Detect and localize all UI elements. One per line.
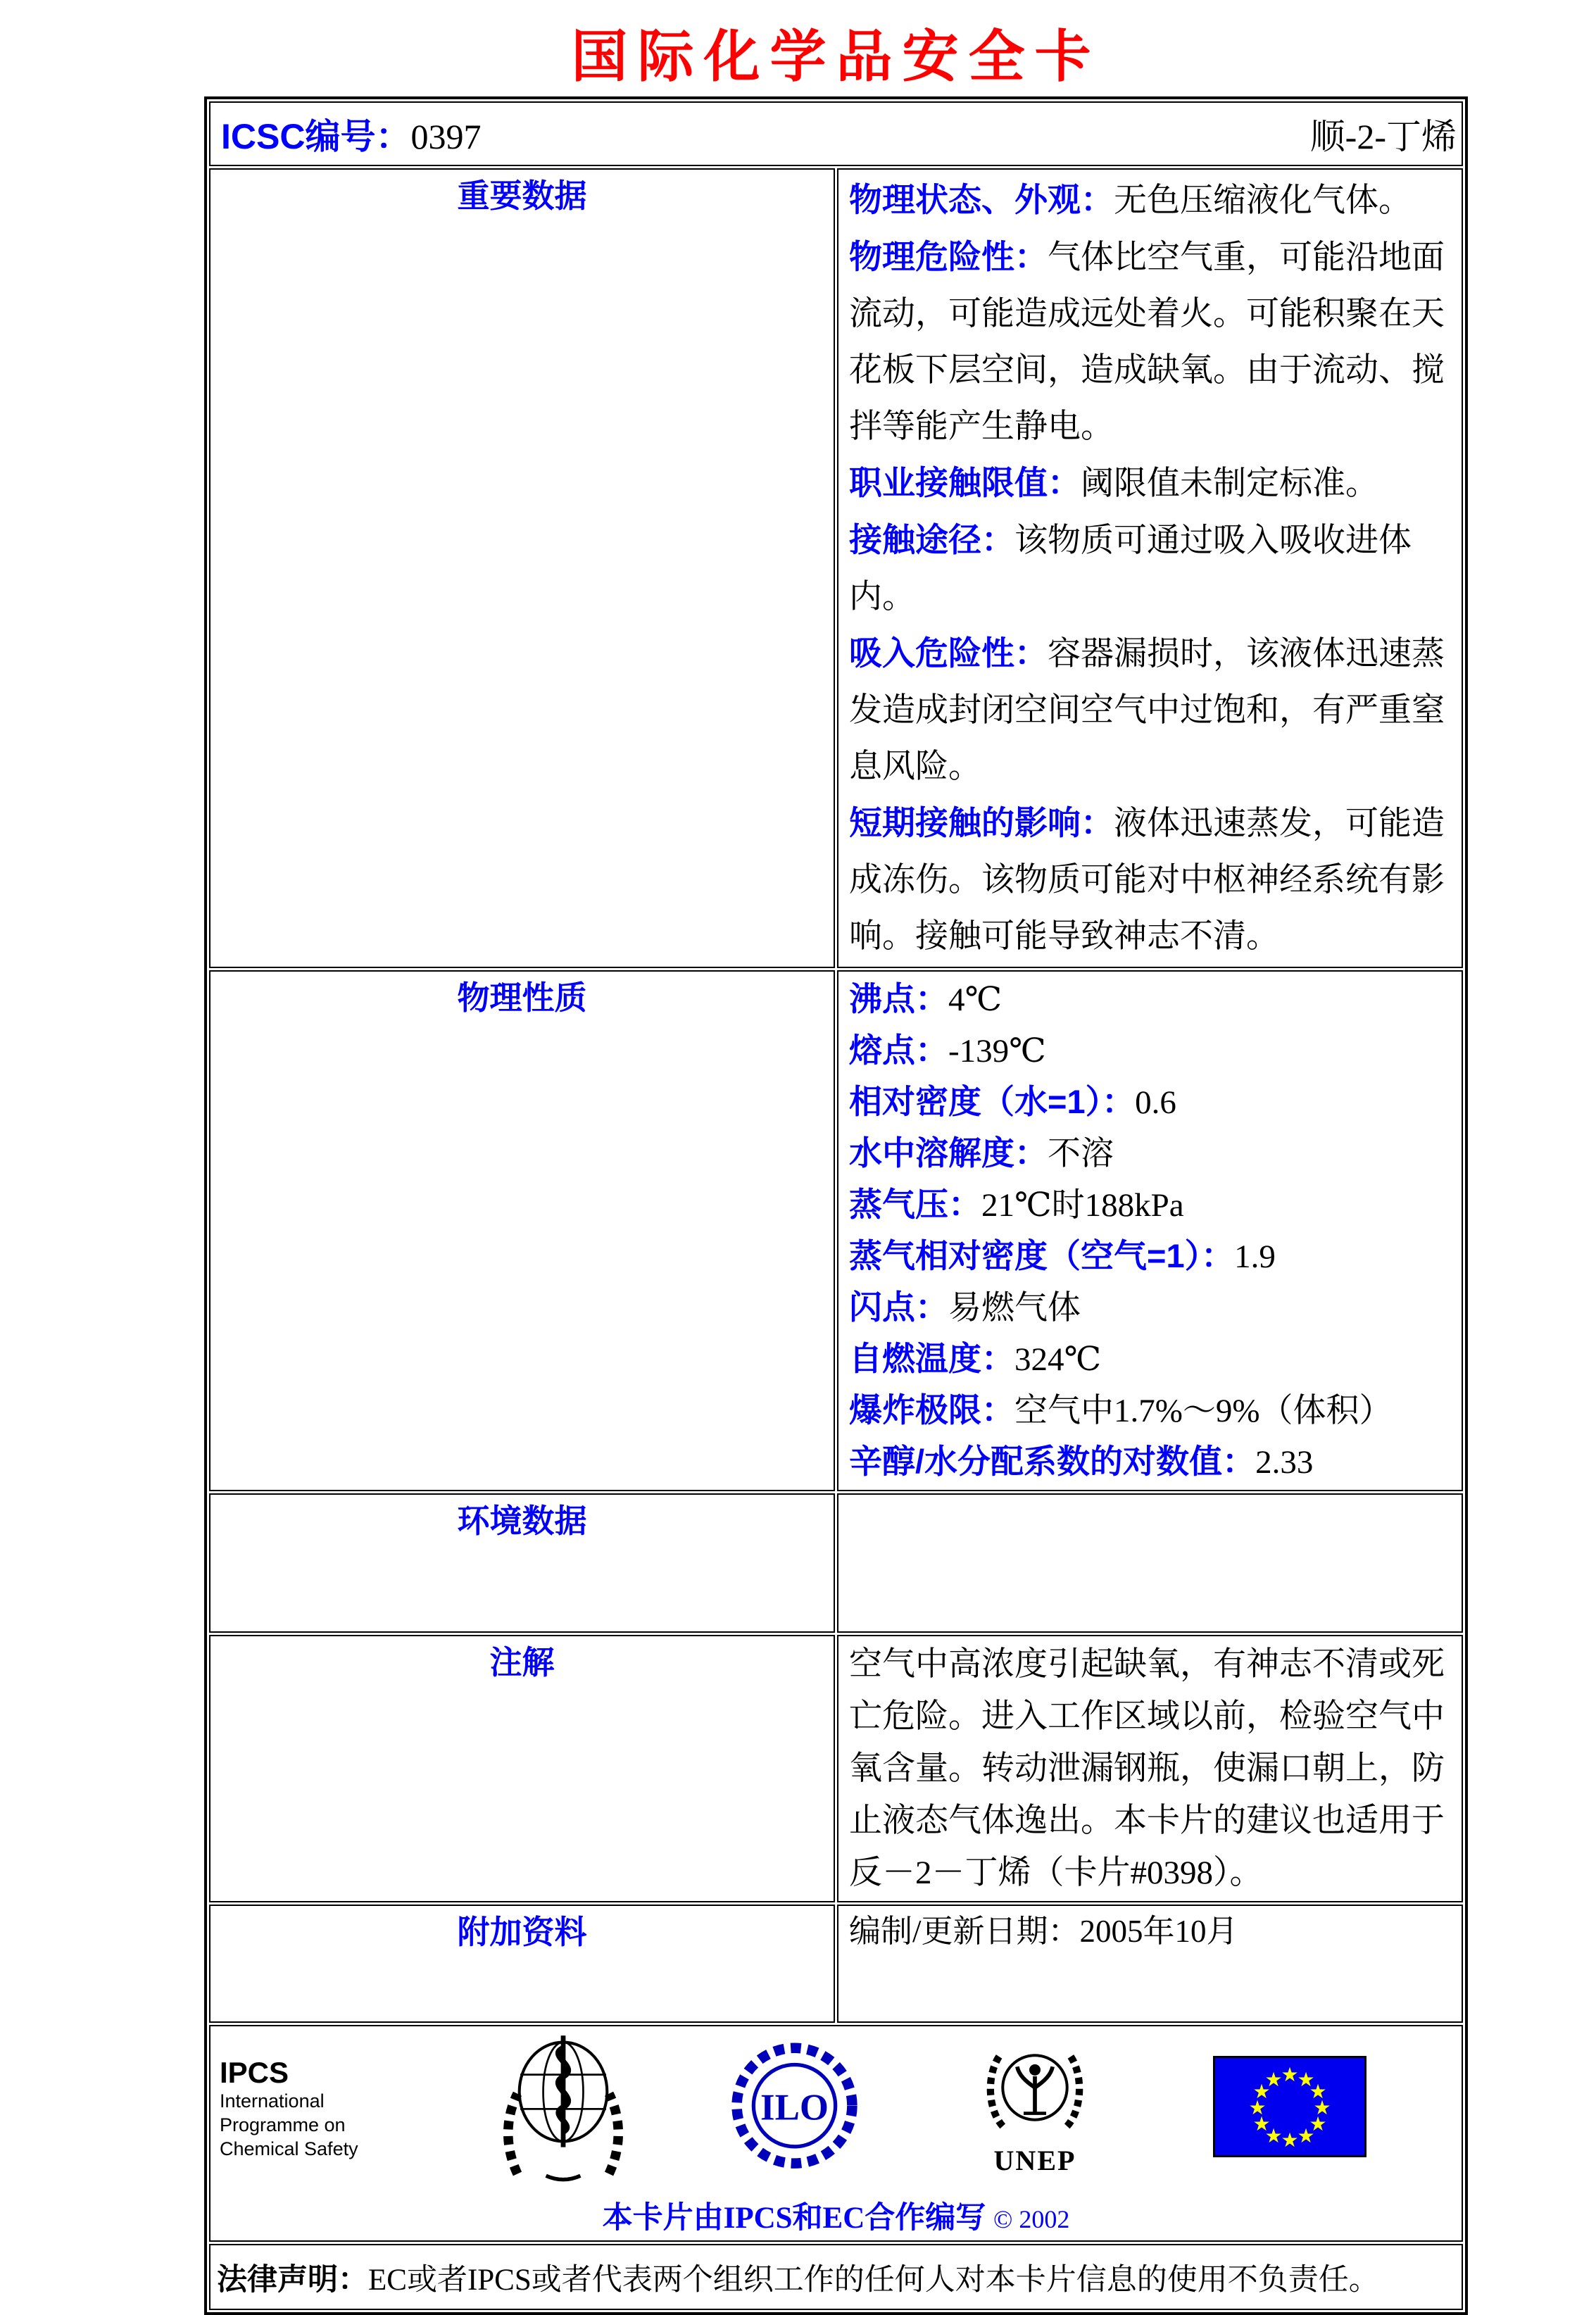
svg-text:★: ★ (1264, 2124, 1283, 2147)
card-header (211, 103, 1461, 164)
physical-properties-content (839, 972, 1461, 1489)
property-line: 沸点：4℃ (849, 980, 1003, 1018)
additional-info-label-cell (209, 1905, 835, 2023)
additional-info-content-cell (837, 1905, 1463, 2023)
notes-row (209, 1635, 1463, 1902)
property-line: 辛醇/水分配系数的对数值：2.33 (849, 1443, 1314, 1481)
legal-notice (211, 2246, 1461, 2308)
property-line: 蒸气相对密度（空气=1）：1.9 (849, 1237, 1276, 1275)
svg-text:ILO: ILO (760, 2087, 829, 2128)
environmental-data-label-cell (209, 1493, 835, 1633)
data-item: 职业接触限值：阈限值未制定标准。 (849, 464, 1378, 502)
page-title: 国际化学品安全卡 (571, 27, 1101, 89)
logos-block (211, 2027, 1461, 2240)
icsc-number-value: 0397 (410, 117, 482, 156)
card-header-row (209, 101, 1463, 166)
ilo-emblem-icon (729, 2036, 860, 2181)
svg-text:★: ★ (1248, 2096, 1267, 2119)
section-label-additional-info: 附加资料 (457, 1914, 587, 1950)
section-label-physical-properties: 物理性质 (457, 979, 587, 1016)
who-emblem-icon (496, 2033, 630, 2184)
svg-text:★: ★ (1297, 2124, 1315, 2147)
unep-wordmark: UNEP (993, 2144, 1076, 2176)
logos-cell (209, 2025, 1463, 2242)
important-data-content-cell (837, 168, 1463, 968)
svg-text:★: ★ (1281, 2128, 1299, 2152)
eu-flag-icon (1213, 2056, 1366, 2161)
data-item: 吸入危险性：容器漏损时，该液体迅速蒸发造成封闭空间空气中过饱和，有严重窒息风险。 (849, 634, 1445, 785)
icsc-number-group (221, 108, 481, 159)
ipcs-text-block (220, 2056, 386, 2162)
svg-text:★: ★ (1252, 2080, 1271, 2103)
unep-emblem-icon (979, 2040, 1091, 2177)
legal-notice-text: EC或者IPCS或者代表两个组织工作的任何人对本卡片信息的使用不负责任。 (368, 2263, 1379, 2297)
data-item: 接触途径：该物质可通过吸入吸收进体内。 (849, 521, 1412, 615)
logos-row (209, 2025, 1463, 2242)
section-label-environmental-data: 环境数据 (457, 1502, 587, 1539)
svg-text:★: ★ (1309, 2080, 1327, 2103)
svg-text:★: ★ (1281, 2063, 1299, 2086)
notes-content: 空气中高浓度引起缺氧，有神志不清或死亡危险。进入工作区域以前，检验空气中氧含量。转动泄漏钢瓶，使漏口朝上，防止液态气体逸出。本卡片的建议也适用于反－2－丁烯（卡片#0398）。 (849, 1646, 1445, 1891)
card-header-cell (209, 101, 1463, 166)
environmental-data-content-cell (837, 1493, 1463, 1633)
data-item: 短期接触的影响：液体迅速蒸发，可能造成冻伤。该物质可能对中枢神经系统有影响。接触可能导致神志不清。 (849, 804, 1445, 955)
legal-row (209, 2244, 1463, 2310)
ipcs-name-line: Chemical Safety (220, 2138, 358, 2159)
ipcs-acronym: IPCS (220, 2055, 289, 2089)
svg-text:★: ★ (1313, 2096, 1331, 2119)
property-line: 水中溶解度：不溶 (849, 1134, 1114, 1172)
svg-text:★: ★ (1252, 2112, 1271, 2135)
ipcs-name-line: Programme on (220, 2114, 346, 2135)
caption-text: 本卡片由IPCS和EC合作编写 (602, 2202, 986, 2235)
data-item: 物理状态、外观：无色压缩液化气体。 (849, 181, 1412, 219)
property-line: 自燃温度：324℃ (849, 1340, 1102, 1378)
legal-notice-label: 法律声明： (217, 2262, 368, 2297)
chemical-name: 顺-2-丁烯 (1309, 117, 1457, 156)
section-label-notes: 注解 (489, 1644, 555, 1681)
icsc-number-label: ICSC编号： (221, 117, 411, 156)
copyright-text: © 2002 (993, 2205, 1070, 2233)
legal-cell (209, 2244, 1463, 2310)
property-line: 闪点：易燃气体 (849, 1288, 1081, 1326)
property-line: 熔点：-139℃ (849, 1031, 1046, 1069)
property-line: 蒸气压：21℃时188kPa (849, 1186, 1184, 1224)
additional-info-row (209, 1905, 1463, 2023)
organization-logos (211, 2033, 1461, 2184)
important-data-label-cell (209, 168, 835, 968)
important-data-row (209, 168, 1463, 968)
section-label-important-data: 重要数据 (457, 177, 587, 214)
physical-properties-row (209, 970, 1463, 1491)
additional-info-content: 编制/更新日期：2005年10月 (849, 1914, 1238, 1949)
physical-properties-content-cell (837, 970, 1463, 1491)
environmental-data-content (839, 1495, 1461, 1631)
environmental-data-row (209, 1493, 1463, 1633)
svg-text:★: ★ (1264, 2068, 1283, 2091)
notes-content-cell (837, 1635, 1463, 1902)
ipcs-name-line: International (220, 2090, 325, 2112)
svg-text:★: ★ (1297, 2068, 1315, 2091)
icsc-card-table (204, 96, 1468, 2315)
cooperation-caption (211, 2194, 1461, 2237)
data-item: 物理危险性：气体比空气重，可能沿地面流动，可能造成远处着火。可能积聚在天花板下层空间，造成缺氧。由于流动、搅拌等能产生静电。 (849, 238, 1445, 445)
physical-properties-label-cell (209, 970, 835, 1491)
property-line: 爆炸极限：空气中1.7%～9%（体积） (849, 1391, 1393, 1429)
svg-text:★: ★ (1309, 2112, 1327, 2135)
property-line: 相对密度（水=1）：0.6 (849, 1083, 1176, 1121)
notes-label-cell (209, 1635, 835, 1902)
important-data-content (839, 170, 1461, 966)
